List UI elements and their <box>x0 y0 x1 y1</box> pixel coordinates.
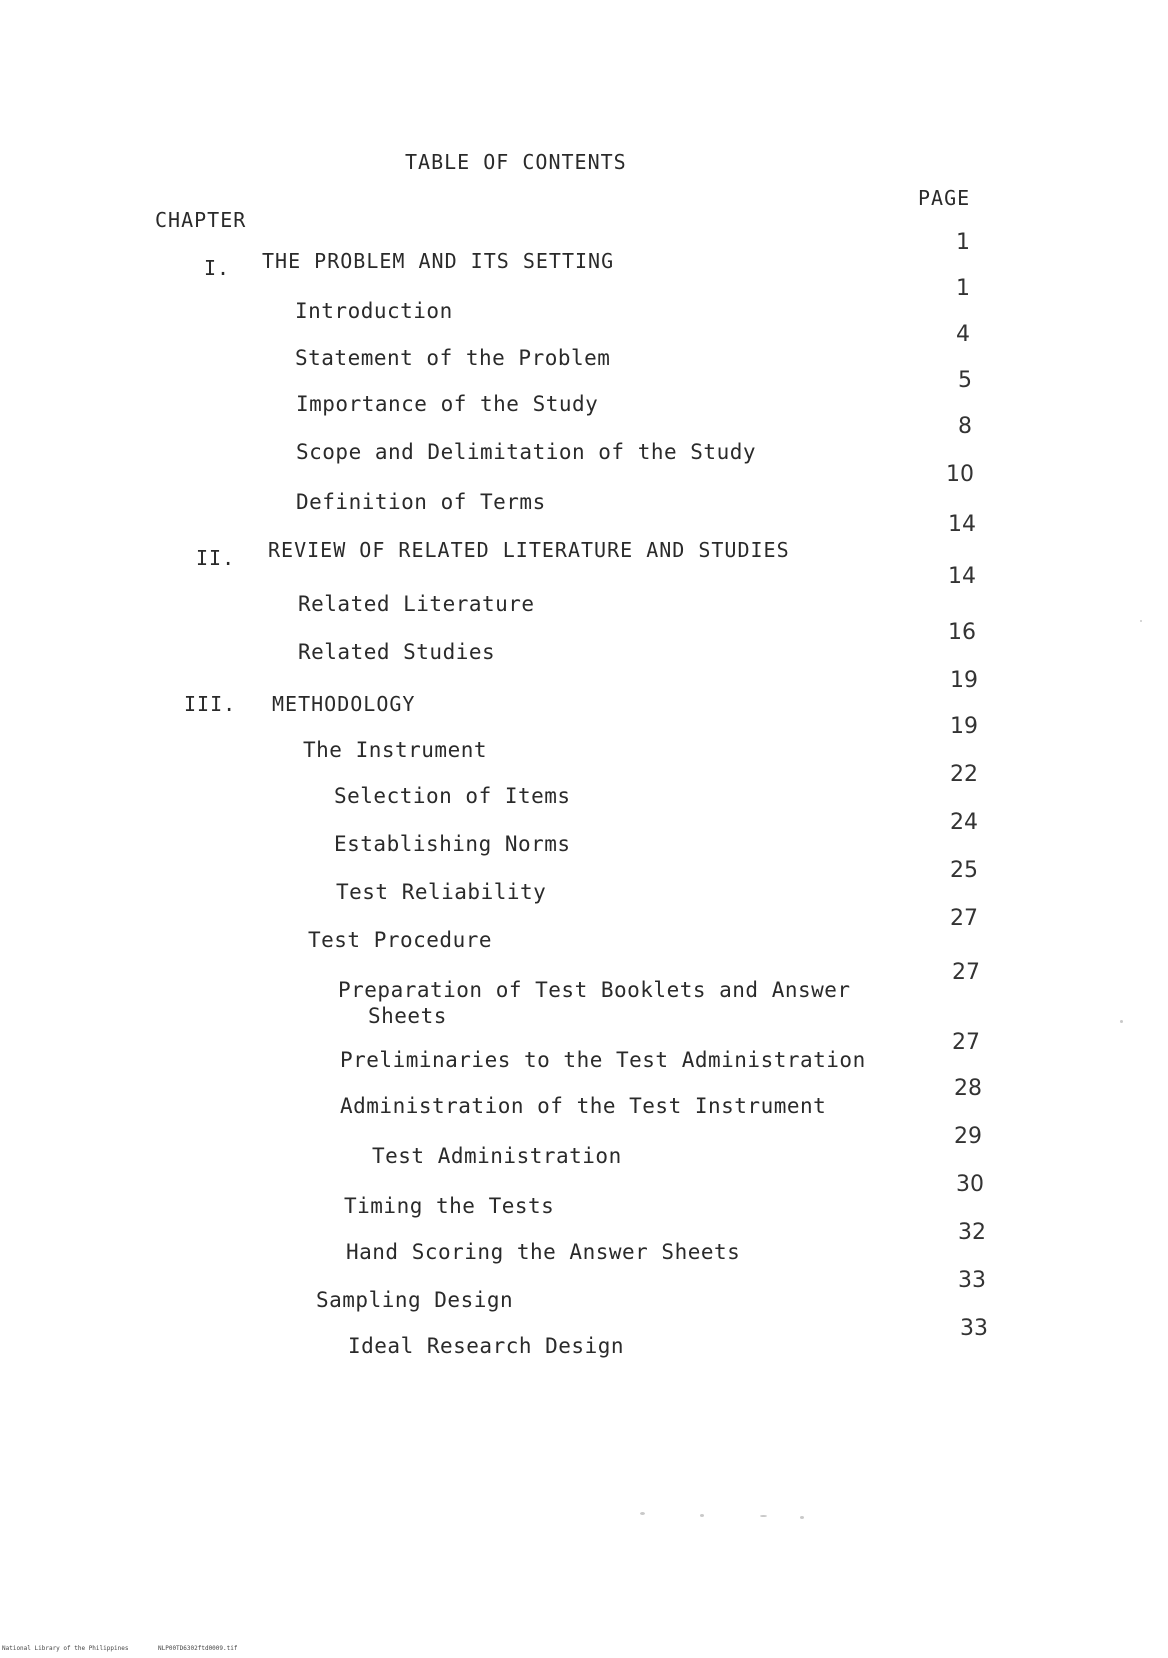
scan-speck <box>700 1514 704 1517</box>
toc-entry: Preliminaries to the Test Administration <box>340 1048 866 1072</box>
toc-entry-page: 24 <box>950 810 978 835</box>
toc-entry-page: 10 <box>946 462 974 487</box>
chapter-2-title: REVIEW OF RELATED LITERATURE AND STUDIES <box>268 538 790 562</box>
toc-entry-page: 14 <box>948 564 976 589</box>
toc-entry-page: 32 <box>958 1220 986 1245</box>
toc-entry-page: 5 <box>958 368 972 393</box>
toc-entry: Ideal Research Design <box>348 1334 625 1358</box>
toc-entry: Preparation of Test Booklets and Answer <box>338 978 851 1002</box>
page-column-header: PAGE <box>918 186 971 210</box>
toc-entry-page: 28 <box>954 1076 982 1101</box>
toc-entry-page: 27 <box>950 906 978 931</box>
toc-entry: Establishing Norms <box>334 832 571 856</box>
scan-speck <box>1120 1020 1123 1023</box>
toc-entry: Related Literature <box>298 592 535 616</box>
toc-entry-page: 27 <box>952 960 980 985</box>
toc-entry: Hand Scoring the Answer Sheets <box>346 1240 741 1264</box>
scan-speck <box>1140 620 1142 622</box>
toc-entry: Statement of the Problem <box>295 346 611 370</box>
toc-entry-continuation: Sheets <box>368 1004 447 1028</box>
toc-entry: Test Reliability <box>336 880 547 904</box>
toc-entry-page: 4 <box>956 322 970 347</box>
toc-entry-page: 33 <box>958 1268 986 1293</box>
chapter-1-numeral: I. <box>204 256 231 280</box>
toc-entry: Sampling Design <box>316 1288 514 1312</box>
chapter-3-page: 19 <box>950 668 978 693</box>
toc-entry: Test Administration <box>372 1144 622 1168</box>
chapter-1-title: THE PROBLEM AND ITS SETTING <box>262 249 615 273</box>
toc-entry: Related Studies <box>298 640 496 664</box>
toc-entry-page: 33 <box>960 1316 988 1341</box>
toc-entry: Test Procedure <box>308 928 493 952</box>
toc-entry: Introduction <box>295 299 453 323</box>
toc-entry-page: 8 <box>958 414 972 439</box>
toc-entry: Importance of the Study <box>296 392 599 416</box>
chapter-3-numeral: III. <box>184 692 237 716</box>
toc-entry: Timing the Tests <box>344 1194 555 1218</box>
scan-speck <box>800 1516 804 1519</box>
toc-entry-page: 25 <box>950 858 978 883</box>
toc-entry-page: 27 <box>952 1030 980 1055</box>
toc-entry-page: 30 <box>956 1172 984 1197</box>
footer-library-name: National Library of the Philippines <box>2 1645 129 1652</box>
toc-entry-page: 22 <box>950 762 978 787</box>
toc-entry: Administration of the Test Instrument <box>340 1094 827 1118</box>
toc-entry-page: 19 <box>950 714 978 739</box>
chapter-3-title: METHODOLOGY <box>272 692 416 716</box>
chapter-2-page: 14 <box>948 512 976 537</box>
toc-entry: Definition of Terms <box>296 490 546 514</box>
chapter-2-numeral: II. <box>196 546 236 570</box>
scan-speck <box>640 1512 645 1515</box>
toc-entry-page: 16 <box>948 620 976 645</box>
toc-entry: The Instrument <box>303 738 488 762</box>
page-title: TABLE OF CONTENTS <box>405 150 627 174</box>
chapter-column-header: CHAPTER <box>155 208 247 232</box>
scan-speck <box>760 1515 767 1517</box>
chapter-1-page: 1 <box>956 230 970 255</box>
toc-entry-page: 29 <box>954 1124 982 1149</box>
footer-file-name: NLP00TD6302ftd0009.tif <box>158 1645 238 1652</box>
toc-entry: Selection of Items <box>334 784 571 808</box>
toc-entry-page: 1 <box>956 276 970 301</box>
toc-entry: Scope and Delimitation of the Study <box>296 440 757 464</box>
